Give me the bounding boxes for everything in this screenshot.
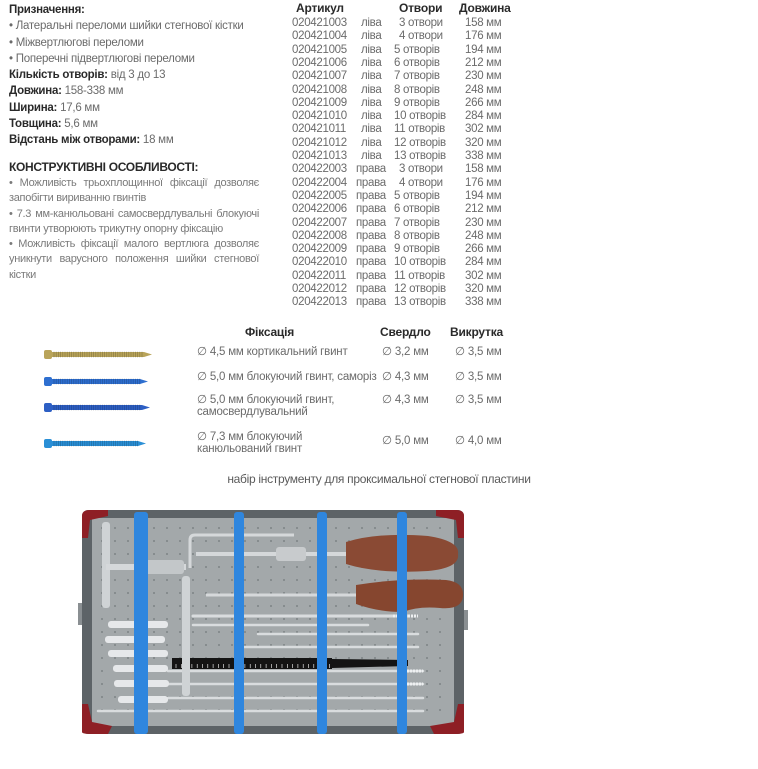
screwdriver-size: ∅ 3,5 мм <box>455 371 502 383</box>
side: ліва <box>361 123 382 136</box>
holes-count: 7 отворів <box>394 70 440 83</box>
holes-count: 5 отворів <box>394 189 440 202</box>
drill-size: ∅ 4,3 мм <box>382 371 429 383</box>
article-number: 020421007 <box>292 70 347 83</box>
depth-gauge <box>172 658 332 669</box>
spec-label: Довжина: <box>9 85 62 98</box>
drill-size: ∅ 5,0 мм <box>382 435 429 447</box>
fixation-description: ∅ 5,0 мм блокуючий гвинт, <box>197 394 335 406</box>
t-handle-bar <box>182 576 190 696</box>
side: ліва <box>361 136 382 149</box>
article-number: 020421004 <box>292 30 347 43</box>
side: права <box>356 269 386 282</box>
plate-length: 230 мм <box>465 70 502 83</box>
feature-item: • 7.3 мм-канюльовані самосвердлувальні блокуючі гвинти утворюють трикутну опорну фіксацію <box>9 207 259 235</box>
plate-length: 194 мм <box>465 43 502 56</box>
holes-count: 12 отворів <box>394 136 446 149</box>
side: ліва <box>361 17 382 29</box>
plate-length: 284 мм <box>465 256 502 269</box>
spec-label: Відстань між отворами: <box>9 134 140 147</box>
header-fixation: Фіксація <box>245 325 295 339</box>
plate-length: 302 мм <box>465 269 502 282</box>
fixation-description: ∅ 4,5 мм кортикальний гвинт <box>197 346 348 358</box>
fixation-description: ∅ 5,0 мм блокуючий гвинт, саморіз <box>197 371 377 383</box>
article-number: 020421012 <box>292 136 347 149</box>
side: права <box>356 189 386 202</box>
spec-value: 17,6 мм <box>57 101 100 114</box>
side: права <box>356 296 386 309</box>
article-number: 020422010 <box>292 256 347 269</box>
holes-count: 12 отворів <box>394 283 446 295</box>
quick-coupling <box>276 547 306 561</box>
header-holes: Отвори <box>399 1 443 15</box>
tray-divider <box>134 512 148 734</box>
instrument-tray-image <box>78 508 468 736</box>
feature-item: • Можливість трьохплощинної фіксації дозволяє запобігти вириванню гвинтів <box>9 177 259 205</box>
plate-length: 266 мм <box>465 96 502 109</box>
fixation-description: канюльований гвинт <box>197 443 303 455</box>
header-screwdriver: Викрутка <box>450 325 503 339</box>
holes-count: 11 отворів <box>394 123 445 136</box>
purpose-item: • Міжвертлюгові переломи <box>9 36 144 49</box>
purpose-item: • Поперечні підвертлюгові переломи <box>9 52 195 65</box>
article-number: 020422013 <box>292 296 347 309</box>
purpose-item: • Латеральні переломи шийки стегнової кістки <box>9 20 244 33</box>
holes-count: 6 отворів <box>394 56 440 69</box>
article-number: 020422008 <box>292 229 347 242</box>
design-features <box>9 160 259 283</box>
article-number: 020421009 <box>292 96 347 109</box>
screwdriver-size: ∅ 4,0 мм <box>455 435 502 447</box>
screwdriver-size: ∅ 3,5 мм <box>455 346 502 358</box>
holes-count: 8 отворів <box>394 229 440 242</box>
side: права <box>356 163 386 176</box>
article-number: 020421008 <box>292 83 347 96</box>
spec-label: Товщина: <box>9 118 62 131</box>
holes-count: 3 отвори <box>399 17 443 29</box>
spec-value: 18 мм <box>139 134 174 147</box>
side: права <box>356 176 386 189</box>
side: права <box>356 229 386 242</box>
holes-count: 4 отвори <box>399 30 443 43</box>
plate-length: 158 мм <box>465 163 502 176</box>
side: ліва <box>361 96 382 109</box>
plate-length: 194 мм <box>465 189 502 202</box>
header-length: Довжина <box>459 1 511 15</box>
side: ліва <box>361 56 382 69</box>
plate-length: 230 мм <box>465 216 502 229</box>
side: права <box>356 203 386 216</box>
side: права <box>356 243 386 256</box>
article-number: 020421010 <box>292 110 347 123</box>
article-number: 020422007 <box>292 216 347 229</box>
features-heading: КОНСТРУКТИВНІ ОСОБЛИВОСТІ: <box>9 160 199 174</box>
holes-count: 5 отворів <box>394 43 440 56</box>
article-number: 020422009 <box>292 243 347 256</box>
spec-value: 5,6 мм <box>61 118 98 131</box>
tray-divider <box>234 512 244 734</box>
spec-thickness <box>9 116 244 132</box>
holes-count: 7 отворів <box>394 216 440 229</box>
article-number: 020421013 <box>292 150 347 162</box>
article-number: 020422004 <box>292 176 347 189</box>
plate-length: 212 мм <box>465 203 502 216</box>
tray-caption: набір інструменту для проксимальної стегнової пластини <box>227 472 531 486</box>
article-number: 020421006 <box>292 56 347 69</box>
screwdriver-handle-wood <box>356 580 463 612</box>
article-number: 020422003 <box>292 163 347 176</box>
plate-length: 302 мм <box>465 123 502 136</box>
side: права <box>356 216 386 229</box>
locking-screw-self-drilling-blue-icon <box>44 402 156 412</box>
plate-length: 248 мм <box>465 229 502 242</box>
spec-value: від 3 до 13 <box>107 69 166 82</box>
side: ліва <box>361 70 382 83</box>
plate-length: 176 мм <box>465 30 502 43</box>
article-number: 020422012 <box>292 283 347 295</box>
side: ліва <box>361 43 382 56</box>
spec-label: Ширина: <box>9 101 58 114</box>
plate-length: 176 мм <box>465 176 502 189</box>
holes-count: 11 отворів <box>394 269 445 282</box>
article-number: 020422005 <box>292 189 347 202</box>
spec-hole-spacing <box>9 132 244 148</box>
plate-length: 158 мм <box>465 17 502 29</box>
plate-length: 266 мм <box>465 243 502 256</box>
side: ліва <box>361 110 382 123</box>
locking-screw-self-tapping-blue-icon <box>44 376 154 386</box>
side: ліва <box>361 30 382 43</box>
holes-count: 3 отвори <box>399 163 443 176</box>
fixation-description: ∅ 7,3 мм блокуючий <box>197 431 303 443</box>
holes-count: 8 отворів <box>394 83 440 96</box>
tray-divider <box>317 512 327 734</box>
header-article: Артикул <box>296 1 344 15</box>
article-number: 020421005 <box>292 43 347 56</box>
screwdriver-size: ∅ 3,5 мм <box>455 394 502 406</box>
article-number: 020421011 <box>292 123 347 136</box>
side: права <box>356 283 386 295</box>
article-number: 020422011 <box>292 269 347 282</box>
holes-count: 9 отворів <box>394 96 440 109</box>
spec-label: Кількість отворів: <box>9 69 108 82</box>
side: ліва <box>361 150 382 162</box>
holes-count: 13 отворів <box>394 150 446 162</box>
spec-holes <box>9 67 244 83</box>
side: ліва <box>361 83 382 96</box>
plate-length: 248 мм <box>465 83 502 96</box>
spec-width <box>9 100 244 116</box>
plate-length: 338 мм <box>465 150 502 162</box>
fixation-description: самосвердлувальний <box>197 406 308 418</box>
feature-item: • Можливість фіксації малого вертлюга дозволяє уникнути варусного положення шийки стегнової кістки <box>9 238 259 281</box>
article-number: 020421003 <box>292 17 347 29</box>
plate-length: 212 мм <box>465 56 502 69</box>
product-info <box>9 2 244 149</box>
holes-count: 4 отвори <box>399 176 443 189</box>
holes-count: 9 отворів <box>394 243 440 256</box>
header-drill: Свердло <box>380 325 431 339</box>
plate-length: 320 мм <box>465 283 502 295</box>
tray-divider <box>397 512 407 734</box>
plate-length: 320 мм <box>465 136 502 149</box>
drill-size: ∅ 3,2 мм <box>382 346 429 358</box>
holes-count: 6 отворів <box>394 203 440 216</box>
spec-length <box>9 83 244 99</box>
purpose-heading: Призначення: <box>9 4 85 16</box>
holes-count: 10 отворів <box>394 256 446 269</box>
cortical-screw-gold-icon <box>44 349 158 359</box>
holes-count: 13 отворів <box>394 296 446 309</box>
cannulated-locking-screw-cyan-icon <box>44 438 152 448</box>
side: права <box>356 256 386 269</box>
holes-count: 10 отворів <box>394 110 446 123</box>
spec-value: 158-338 мм <box>61 85 124 98</box>
plate-length: 338 мм <box>465 296 502 309</box>
article-number: 020422006 <box>292 203 347 216</box>
plate-length: 284 мм <box>465 110 502 123</box>
drill-size: ∅ 4,3 мм <box>382 394 429 406</box>
